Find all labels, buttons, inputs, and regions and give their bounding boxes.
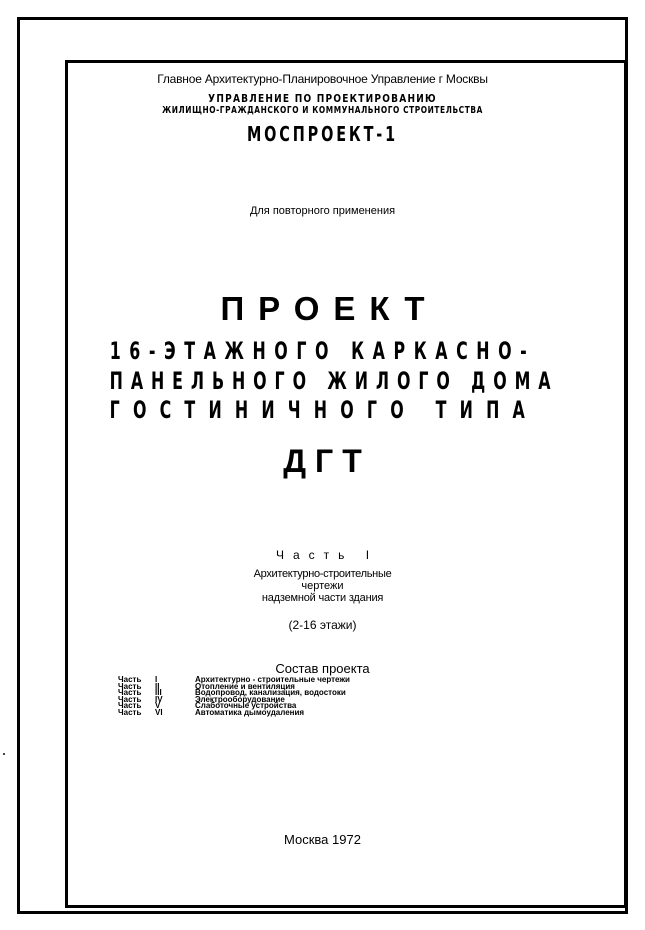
composition-title: Состав проекта <box>275 661 370 676</box>
floors-range: (2-16 этажи) <box>288 618 357 632</box>
part-desc-3: надземной части здания <box>261 592 384 604</box>
title-line-1: 16-ЭТАЖНОГО КАРКАСНО- <box>109 337 536 365</box>
org-line: Главное Архитектурно-Планировочное Управление г Москвы <box>157 72 488 86</box>
composition-list <box>118 677 408 717</box>
list-item: Часть VI Автоматика дымоудаления <box>118 707 305 717</box>
list-item: Часть V Слаботочные устройства <box>118 701 297 711</box>
list-item: Часть III Водопровод, канализация, водостоки <box>118 688 346 698</box>
title-line-2: ПАНЕЛЬНОГО ЖИЛОГО ДОМА <box>109 367 559 395</box>
project-word: ПРОЕКТ <box>220 290 439 327</box>
institute-name: МОСПРОЕКТ-1 <box>246 122 399 146</box>
reuse-note: Для повторного применения <box>249 205 396 217</box>
list-item: Часть I Архитектурно - строительные чертежи <box>118 675 350 684</box>
part-desc-2: чертежи <box>301 580 344 592</box>
dept-line-1: УПРАВЛЕНИЕ ПО ПРОЕКТИРОВАНИЮ <box>208 92 437 105</box>
project-code: ДГТ <box>283 443 371 479</box>
list-item: Часть II Отопление и вентиляция <box>118 681 295 691</box>
list-item: Часть IV Электрооборудование <box>118 694 285 704</box>
inner-frame <box>65 60 627 908</box>
city-year: Москва 1972 <box>284 832 361 847</box>
dept-line-2: ЖИЛИЩНО-ГРАЖДАНСКОГО И КОММУНАЛЬНОГО СТРОИТЕЛЬСТВА <box>162 105 483 116</box>
part-desc-1: Архитектурно-строительные <box>253 568 392 580</box>
scan-speck <box>3 753 5 755</box>
part-heading: Часть I <box>275 548 379 562</box>
title-line-3: ГОСТИНИЧНОГО ТИПА <box>109 396 538 424</box>
